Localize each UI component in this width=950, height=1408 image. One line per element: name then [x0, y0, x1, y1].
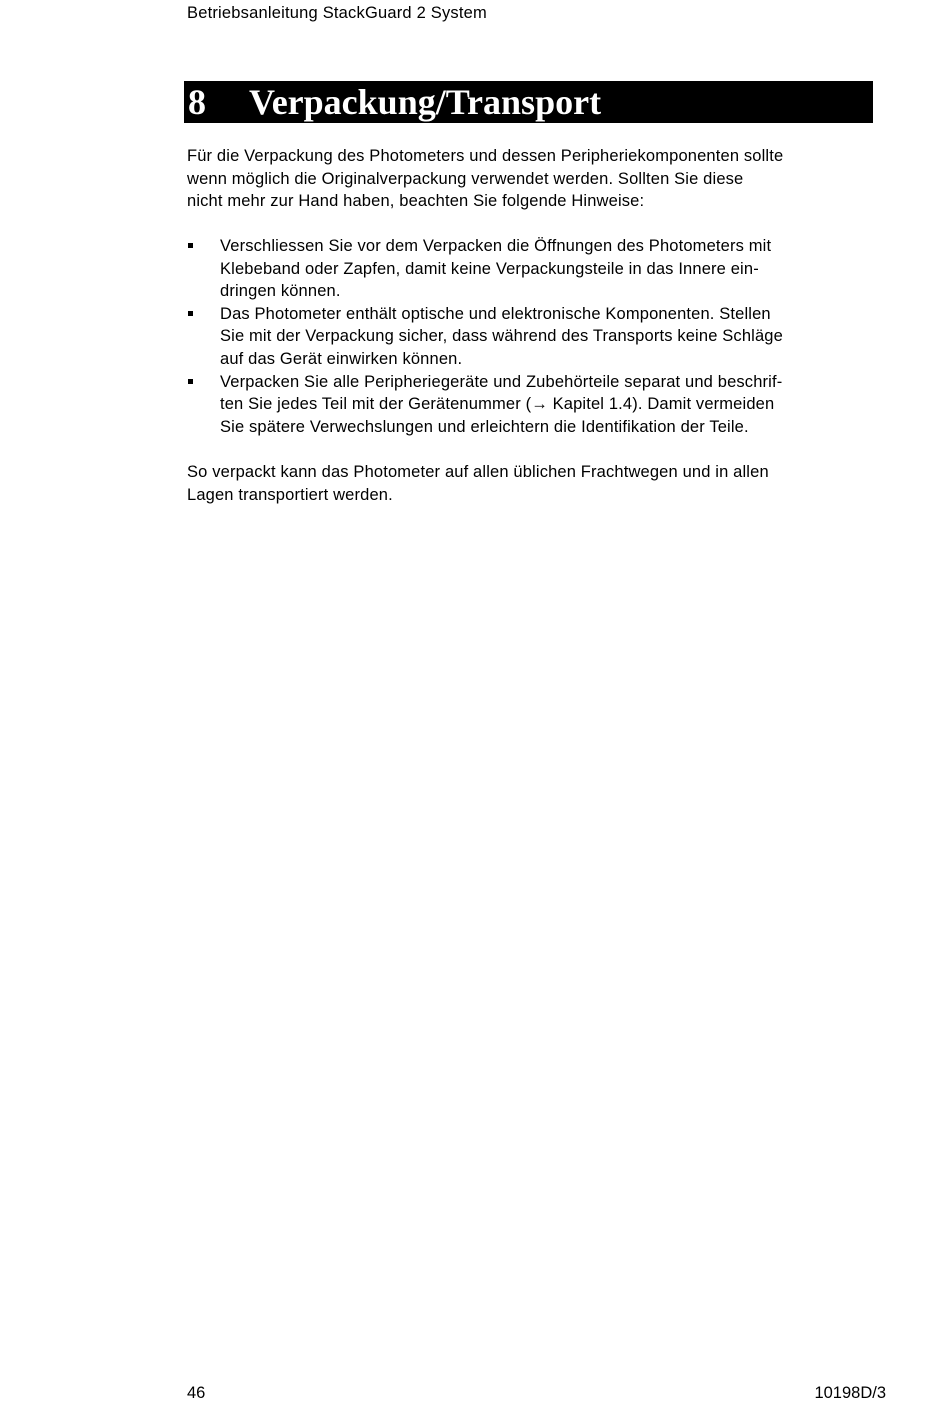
- intro-line: Für die Verpackung des Photometers und dessen Peripheriekomponenten sollte: [187, 147, 784, 165]
- list-item-line: Sie mit der Verpackung sicher, dass während des Transports keine Schläge: [220, 327, 783, 346]
- list-item-line: Das Photometer enthält optische und elektronische Komponenten. Stellen: [220, 304, 771, 323]
- square-bullet-icon: [188, 243, 193, 248]
- list-item-line: Verschliessen Sie vor dem Verpacken die Öffnungen des Photometers mit: [220, 237, 772, 255]
- list-item-line: Verpacken Sie alle Peripheriegeräte und Zubehörteile separat und beschrif-: [220, 372, 783, 391]
- intro-paragraph: [187, 145, 887, 213]
- chapter-number: 8: [188, 82, 206, 122]
- intro-line: nicht mehr zur Hand haben, beachten Sie folgende Hinweise:: [187, 192, 645, 211]
- list-item: [187, 235, 887, 303]
- closing-line: So verpackt kann das Photometer auf allen üblichen Frachtwegen und in allen: [187, 463, 769, 481]
- closing-paragraph: [187, 461, 887, 506]
- list-item-line: Klebeband oder Zapfen, damit keine Verpackungsteile in das Innere ein-: [220, 259, 759, 278]
- square-bullet-icon: [188, 311, 193, 316]
- document-code: 10198D/3: [814, 1384, 886, 1402]
- square-bullet-icon: [188, 379, 193, 384]
- list-item-line: ten Sie jedes Teil mit der Gerätenummer (→ Kapitel 1.4). Damit vermeiden: [220, 395, 775, 414]
- list-item: [187, 371, 887, 439]
- list-item-line: dringen können.: [220, 282, 341, 301]
- running-header: Betriebsanleitung StackGuard 2 System: [187, 4, 487, 22]
- list-item-line: Sie spätere Verwechslungen und erleichtern die Identifikation der Teile.: [220, 417, 749, 436]
- chapter-title: Verpackung/Transport: [249, 82, 602, 122]
- list-item-line: auf das Gerät einwirken können.: [220, 349, 463, 368]
- list-item: [187, 303, 887, 371]
- closing-line: Lagen transportiert werden.: [187, 485, 393, 504]
- page-number: 46: [187, 1384, 206, 1402]
- chapter-heading: [184, 81, 873, 123]
- intro-line: wenn möglich die Originalverpackung verwendet werden. Sollten Sie diese: [187, 169, 744, 188]
- packaging-instructions-list: [187, 235, 887, 438]
